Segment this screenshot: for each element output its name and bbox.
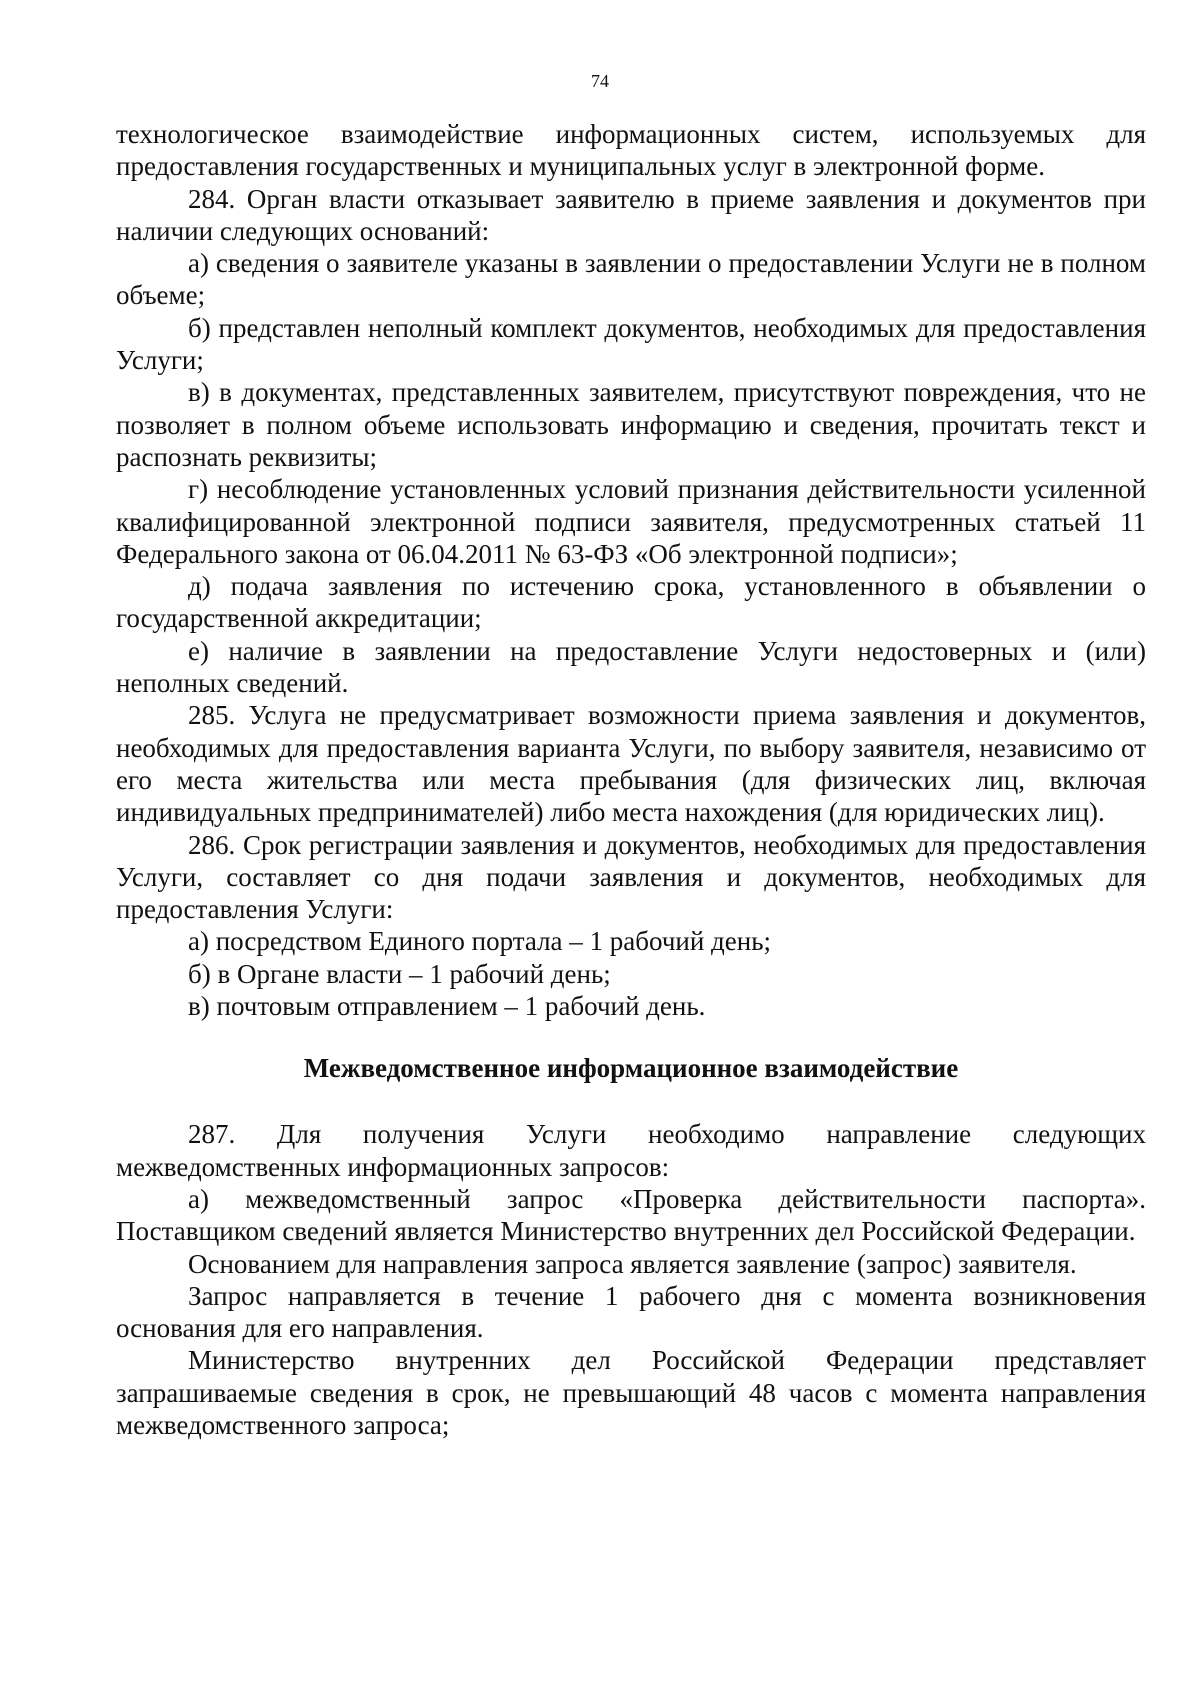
- paragraph-286: 286. Срок регистрации заявления и документов, необходимых для предоставления Услуги, составляет со дня подачи заявления и документов, необходимых для предоставления Услуги:: [116, 829, 1146, 925]
- list-item-286-c: в) почтовым отправлением – 1 рабочий день.: [188, 991, 706, 1022]
- paragraph-request-basis: Основанием для направления запроса является заявление (запрос) заявителя.: [188, 1248, 1077, 1279]
- list-item-284-a: а) сведения о заявителе указаны в заявлении о предоставлении Услуги не в полном объеме;: [116, 248, 1146, 311]
- page-number: 74: [591, 71, 609, 91]
- list-item-286-b: б) в Органе власти – 1 рабочий день;: [188, 958, 611, 989]
- section-heading: Межведомственное информационное взаимодействие: [303, 1053, 959, 1084]
- list-item-284-f: е) наличие в заявлении на предоставление Услуги недостоверных и (или) неполных сведений.: [116, 635, 1146, 699]
- list-item-287-a: а) межведомственный запрос «Проверка действительности паспорта». Поставщиком сведений является Министерство внутренних дел Российской Федерации.: [116, 1183, 1146, 1247]
- list-item-284-c: в) в документах, представленных заявителем, присутствуют повреждения, что не позволяет в полном объеме использовать информацию и сведения, прочитать текст и распознать реквизиты;: [116, 377, 1146, 472]
- document-body: [116, 118, 1146, 1441]
- list-item-284-e: д) подача заявления по истечению срока, установленного в объявлении о государственной аккредитации;: [116, 571, 1146, 634]
- list-item-284-b: б) представлен неполный комплект документов, необходимых для предоставления Услуги;: [116, 312, 1146, 376]
- paragraph-request-timing: Запрос направляется в течение 1 рабочего дня с момента возникновения основания для его направления.: [116, 1280, 1146, 1344]
- paragraph-ministry-response: Министерство внутренних дел Российской Федерации представляет запрашиваемые сведения в срок, не превышающий 48 часов с момента направления межведомственного запроса;: [116, 1345, 1146, 1440]
- list-item-284-d: г) несоблюдение установленных условий признания действительности усиленной квалифицированной электронной подписи заявителя, предусмотренных статьей 11 Федерального закона от 06.04.2011 № 63-ФЗ «Об электронной подписи»;: [116, 474, 1146, 569]
- list-item-286-a: а) посредством Единого портала – 1 рабочий день;: [188, 926, 772, 957]
- paragraph-284: 284. Орган власти отказывает заявителю в приеме заявления и документов при наличии следующих оснований:: [116, 183, 1146, 246]
- paragraph-continuation: технологическое взаимодействие информационных систем, используемых для предоставления государственных и муниципальных услуг в электронной форме.: [116, 119, 1146, 182]
- paragraph-285: 285. Услуга не предусматривает возможности приема заявления и документов, необходимых для предоставления варианта Услуги, по выбору заявителя, независимо от его места жительства или места пребывания (для физических лиц, включая индивидуальных предпринимателей) либо места нахождения (для юридических лиц).: [116, 700, 1146, 828]
- paragraph-287: 287. Для получения Услуги необходимо направление следующих межведомственных информационных запросов:: [116, 1119, 1146, 1182]
